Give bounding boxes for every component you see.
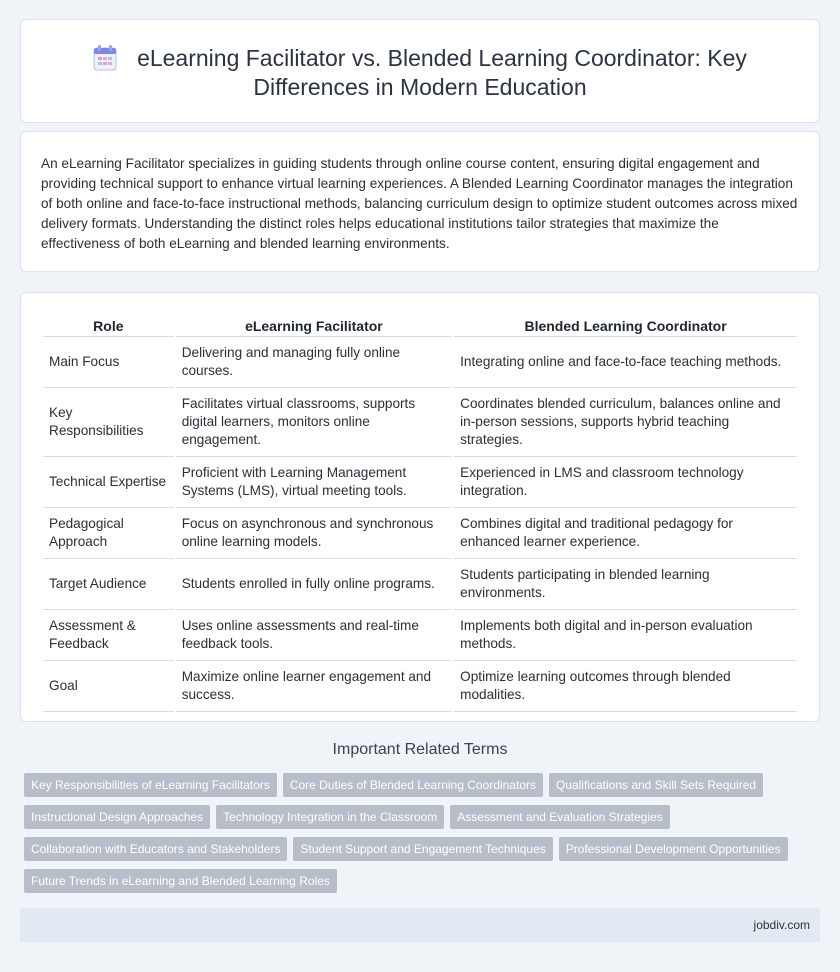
calendar-icon (93, 45, 117, 71)
column-header-elearning-facilitator: eLearning Facilitator (176, 315, 452, 337)
title-line-1: eLearning Facilitator vs. Blended Learning Coordinator: Key (137, 45, 747, 71)
table-header-row (43, 315, 797, 337)
footer-bar (20, 908, 820, 942)
row-label: Goal (43, 661, 174, 712)
row-label: Target Audience (43, 559, 174, 610)
related-term-tag[interactable]: Collaboration with Educators and Stakeholders (24, 837, 287, 861)
related-term-tag[interactable]: Student Support and Engagement Techniques (293, 837, 552, 861)
row-label: Main Focus (43, 337, 174, 388)
elearning-cell: Focus on asynchronous and synchronous online learning models. (176, 508, 452, 559)
table-row (43, 610, 797, 661)
column-header-blended-learning-coordinator: Blended Learning Coordinator (454, 315, 797, 337)
header-card (20, 19, 820, 123)
elearning-cell: Maximize online learner engagement and success. (176, 661, 452, 712)
table-row (43, 337, 797, 388)
table-row (43, 388, 797, 457)
blended-cell: Implements both digital and in-person evaluation methods. (454, 610, 797, 661)
related-term-tag[interactable]: Key Responsibilities of eLearning Facilitators (24, 773, 277, 797)
related-term-tag[interactable]: Technology Integration in the Classroom (216, 805, 444, 829)
comparison-table (41, 315, 799, 712)
table-row (43, 559, 797, 610)
blended-cell: Integrating online and face-to-face teaching methods. (454, 337, 797, 388)
blended-cell: Experienced in LMS and classroom technology integration. (454, 457, 797, 508)
blended-cell: Students participating in blended learning environments. (454, 559, 797, 610)
related-term-tag[interactable]: Qualifications and Skill Sets Required (549, 773, 763, 797)
related-term-tag[interactable]: Future Trends in eLearning and Blended Learning Roles (24, 869, 337, 893)
blended-cell: Coordinates blended curriculum, balances online and in-person sessions, supports hybrid teaching strategies. (454, 388, 797, 457)
row-label: Key Responsibilities (43, 388, 174, 457)
elearning-cell: Facilitates virtual classrooms, supports digital learners, monitors online engagement. (176, 388, 452, 457)
related-term-tag[interactable]: Core Duties of Blended Learning Coordinators (283, 773, 543, 797)
row-label: Technical Expertise (43, 457, 174, 508)
related-terms-heading: Important Related Terms (332, 741, 508, 758)
related-term-tag[interactable]: Professional Development Opportunities (559, 837, 788, 861)
elearning-cell: Students enrolled in fully online programs. (176, 559, 452, 610)
intro-card (20, 131, 820, 272)
table-row (43, 661, 797, 712)
related-terms-list (24, 773, 804, 901)
column-header-role: Role (43, 315, 174, 337)
title-line-2: Differences in Modern Education (253, 74, 587, 100)
blended-cell: Combines digital and traditional pedagogy for enhanced learner experience. (454, 508, 797, 559)
row-label: Pedagogical Approach (43, 508, 174, 559)
blended-cell: Optimize learning outcomes through blended modalities. (454, 661, 797, 712)
elearning-cell: Delivering and managing fully online courses. (176, 337, 452, 388)
comparison-card (20, 292, 820, 722)
table-row (43, 457, 797, 508)
page-title (21, 44, 819, 102)
related-term-tag[interactable]: Instructional Design Approaches (24, 805, 210, 829)
table-row (43, 508, 797, 559)
elearning-cell: Proficient with Learning Management Systems (LMS), virtual meeting tools. (176, 457, 452, 508)
elearning-cell: Uses online assessments and real-time feedback tools. (176, 610, 452, 661)
row-label: Assessment & Feedback (43, 610, 174, 661)
related-term-tag[interactable]: Assessment and Evaluation Strategies (450, 805, 669, 829)
intro-paragraph: An eLearning Facilitator specializes in guiding students through online course content, ensuring digital engagement and providing technical support to enhance virtual learning experiences. A Blended Learning Coordinator manages the integration of both online and face-to-face instructional methods, balancing curriculum design to optimize student outcomes across mixed delivery formats. Understanding the distinct roles helps educational institutions tailor strategies that maximize the effectiveness of both eLearning and blended learning environments. (41, 156, 798, 251)
footer-site-link[interactable]: jobdiv.com (753, 918, 810, 932)
